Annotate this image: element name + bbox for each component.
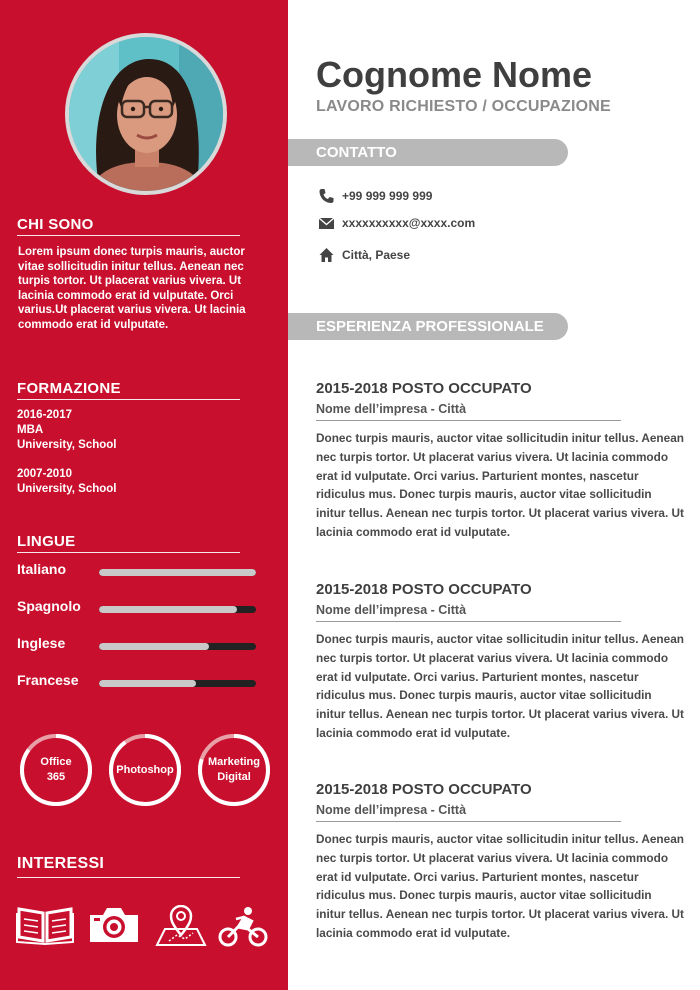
phone-number: +99 999 999 999 bbox=[342, 189, 433, 203]
contact-title: CONTATTO bbox=[316, 144, 397, 161]
experience-position: 2015-2018 POSTO OCCUPATO bbox=[316, 380, 532, 397]
portrait-illustration bbox=[69, 37, 223, 191]
language-level-fill bbox=[99, 643, 209, 650]
education-years: 2007-2010 bbox=[17, 468, 72, 480]
experience-divider bbox=[316, 821, 621, 822]
language-row bbox=[17, 598, 257, 618]
education-divider bbox=[17, 399, 240, 400]
experience-position: 2015-2018 POSTO OCCUPATO bbox=[316, 581, 532, 598]
education-item bbox=[17, 467, 116, 497]
experience-item bbox=[316, 781, 686, 943]
skill-label-line: Office bbox=[40, 756, 72, 768]
experience-section-header bbox=[288, 313, 568, 340]
language-level-fill bbox=[99, 569, 256, 576]
language-row bbox=[17, 561, 257, 581]
about-divider bbox=[17, 235, 240, 236]
map-pin-icon bbox=[153, 905, 209, 947]
experience-title: ESPERIENZA PROFESSIONALE bbox=[316, 318, 544, 335]
skill-label bbox=[107, 732, 183, 808]
skill-label bbox=[18, 732, 94, 808]
experience-divider bbox=[316, 621, 621, 622]
skill-label bbox=[196, 732, 272, 808]
interests-icons bbox=[15, 905, 270, 947]
skill-label-line: 365 bbox=[46, 771, 66, 783]
email-icon bbox=[318, 215, 335, 231]
experience-company: Nome dell’impresa - Città bbox=[316, 803, 467, 817]
education-degree: MBA bbox=[17, 424, 44, 436]
profile-photo bbox=[65, 33, 227, 195]
languages-title: LINGUE bbox=[17, 533, 76, 550]
language-name: Italiano bbox=[17, 561, 67, 577]
about-title: CHI SONO bbox=[17, 216, 94, 233]
skill-label-line: Photoshop bbox=[116, 763, 174, 776]
language-level-bar bbox=[99, 569, 256, 576]
address: Città, Paese bbox=[342, 248, 411, 262]
education-title: FORMAZIONE bbox=[17, 380, 121, 397]
skill-ring bbox=[107, 732, 183, 808]
interests-divider bbox=[17, 877, 240, 878]
interests-title: INTERESSI bbox=[17, 855, 105, 872]
experience-description: Donec turpis mauris, auctor vitae sollicitudin initur tellus. Aenean nec turpis tortor. Ut placerat varius vivera. Ut lacinia commodo erat id vulputate. Orci varius. Parturient montes, nascetur ridiculus mus. Donec turpis mauris, auctor vitae sollicitudin initur tellus. Aenean nec turpis tortor. Ut placerat varius vivera. Ut lacinia commodo erat id vulputate. bbox=[316, 832, 684, 940]
home-icon bbox=[318, 247, 335, 263]
skill-ring bbox=[18, 732, 94, 808]
language-level-bar bbox=[99, 643, 256, 650]
language-row bbox=[17, 672, 257, 692]
experience-item bbox=[316, 581, 686, 743]
job-title: LAVORO RICHIESTO / OCCUPAZIONE bbox=[316, 98, 611, 115]
email-address: xxxxxxxxxx@xxxx.com bbox=[342, 216, 476, 230]
camera-icon bbox=[87, 905, 141, 945]
language-name: Spagnolo bbox=[17, 598, 81, 614]
full-name: Cognome Nome bbox=[316, 54, 593, 95]
experience-company: Nome dell’impresa - Città bbox=[316, 603, 467, 617]
experience-item bbox=[316, 380, 686, 542]
cyclist-icon bbox=[218, 905, 268, 947]
sidebar bbox=[0, 0, 288, 990]
language-name: Inglese bbox=[17, 635, 66, 651]
education-school: University, School bbox=[17, 439, 117, 451]
languages-divider bbox=[17, 552, 240, 553]
experience-position: 2015-2018 POSTO OCCUPATO bbox=[316, 781, 532, 798]
education-years: 2016-2017 bbox=[17, 409, 72, 421]
language-level-fill bbox=[99, 680, 196, 687]
skill-label-line: Marketing bbox=[208, 756, 260, 768]
phone-icon bbox=[318, 188, 335, 204]
contact-section-header bbox=[288, 139, 568, 166]
education-item bbox=[17, 408, 116, 453]
language-row bbox=[17, 635, 257, 655]
about-text: Lorem ipsum donec turpis mauris, auctor vitae sollicitudin initur tellus. Aenean nec turpis tortor. Ut placerat varius vivera. Ut lacinia commodo erat id vulputate. Orci varius.Ut placerat varius vivera. Ut lacinia commodo erat id vulputate. bbox=[18, 246, 246, 331]
language-level-fill bbox=[99, 606, 237, 613]
experience-description: Donec turpis mauris, auctor vitae sollicitudin initur tellus. Aenean nec turpis tortor. Ut placerat varius vivera. Ut lacinia commodo erat id vulputate. Orci varius. Parturient montes, nascetur ridiculus mus. Donec turpis mauris, auctor vitae sollicitudin initur tellus. Aenean nec turpis tortor. Ut placerat varius vivera. Ut lacinia commodo erat id vulputate. bbox=[316, 431, 684, 539]
experience-company: Nome dell’impresa - Città bbox=[316, 402, 467, 416]
skill-label-line: Digital bbox=[217, 771, 251, 783]
skill-ring bbox=[196, 732, 272, 808]
education-school: University, School bbox=[17, 483, 117, 495]
language-level-bar bbox=[99, 680, 256, 687]
experience-description: Donec turpis mauris, auctor vitae sollicitudin initur tellus. Aenean nec turpis tortor. Ut placerat varius vivera. Ut lacinia commodo erat id vulputate. Orci varius. Parturient montes, nascetur ridiculus mus. Donec turpis mauris, auctor vitae sollicitudin initur tellus. Aenean nec turpis tortor. Ut placerat varius vivera. Ut lacinia commodo erat id vulputate. bbox=[316, 632, 684, 740]
language-level-bar bbox=[99, 606, 256, 613]
book-icon bbox=[15, 905, 75, 945]
language-name: Francese bbox=[17, 672, 79, 688]
experience-divider bbox=[316, 420, 621, 421]
